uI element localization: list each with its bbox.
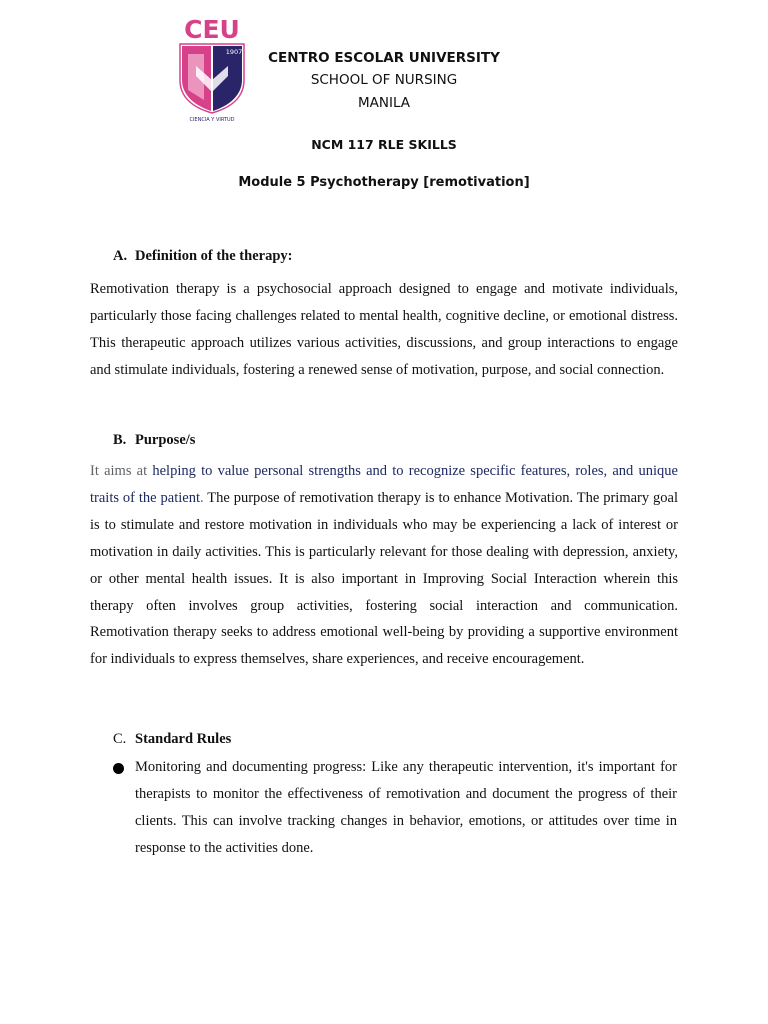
purpose-highlight: helping to value personal strengths and to recognize specific features, roles, and unique traits of the patient (90, 463, 678, 506)
section-b-title: Purpose/s (135, 432, 196, 448)
city-name: MANILA (357, 95, 411, 111)
school-name: SCHOOL OF NURSING (310, 72, 458, 88)
section-a-heading (113, 246, 292, 266)
university-name: CENTRO ESCOLAR UNIVERSITY (268, 50, 500, 66)
section-b-paragraph (90, 458, 678, 673)
definition-text: Remotivation therapy is a psychosocial approach designed to engage and motivate individuals, particularly those facing challenges related to mental health, cognitive decline, or emotional distress. This therapeutic approach utilizes various activities, discussions, and group interactions to engage and stimulate individuals, fostering a renewed sense of motivation, purpose, and social connection. (90, 281, 678, 378)
bullet-icon (113, 763, 124, 774)
section-c-heading (113, 729, 231, 749)
section-c-letter: C. (113, 731, 127, 747)
logo-wordmark: CEU (184, 15, 240, 44)
purpose-period: . (199, 489, 204, 506)
purpose-lead: It aims at (90, 463, 153, 479)
section-a-title: Definition of the therapy: (135, 248, 293, 264)
purpose-text: The purpose of remotivation therapy is to enhance Motivation. The primary goal is to stimulate and restore motivation in individuals who may be experiencing a lack of interest or motivation in daily activities. This is particularly relevant for those dealing with depression, anxiety, or other mental health issues. It is also important in Improving Social Interaction wherein this therapy often involves group activities, fostering social interaction and communication. Remotivation therapy seeks to address emotional well-being by providing a supportive environment for individuals to express themselves, share experiences, and receive encouragement. (90, 489, 678, 668)
section-b-letter: B. (113, 432, 127, 448)
logo-motto: CIENCIA Y VIRTUD (189, 117, 235, 123)
logo-year: 1907 (225, 48, 243, 56)
course-title: NCM 117 RLE SKILLS (311, 137, 457, 152)
module-title: Module 5 Psychotherapy [remotivation] (238, 175, 530, 190)
section-a-letter: A. (113, 248, 128, 264)
section-c-title: Standard Rules (135, 731, 232, 747)
standard-rule-item: Monitoring and documenting progress: Like any therapeutic intervention, it's important for therapists to monitor the effectiveness of remotivation and document the progress of their clients. This can involve tracking changes in behavior, emotions, or attitudes over time in response to the activities done. (135, 759, 677, 856)
section-b-heading (113, 430, 195, 450)
section-a-paragraph (90, 276, 678, 384)
